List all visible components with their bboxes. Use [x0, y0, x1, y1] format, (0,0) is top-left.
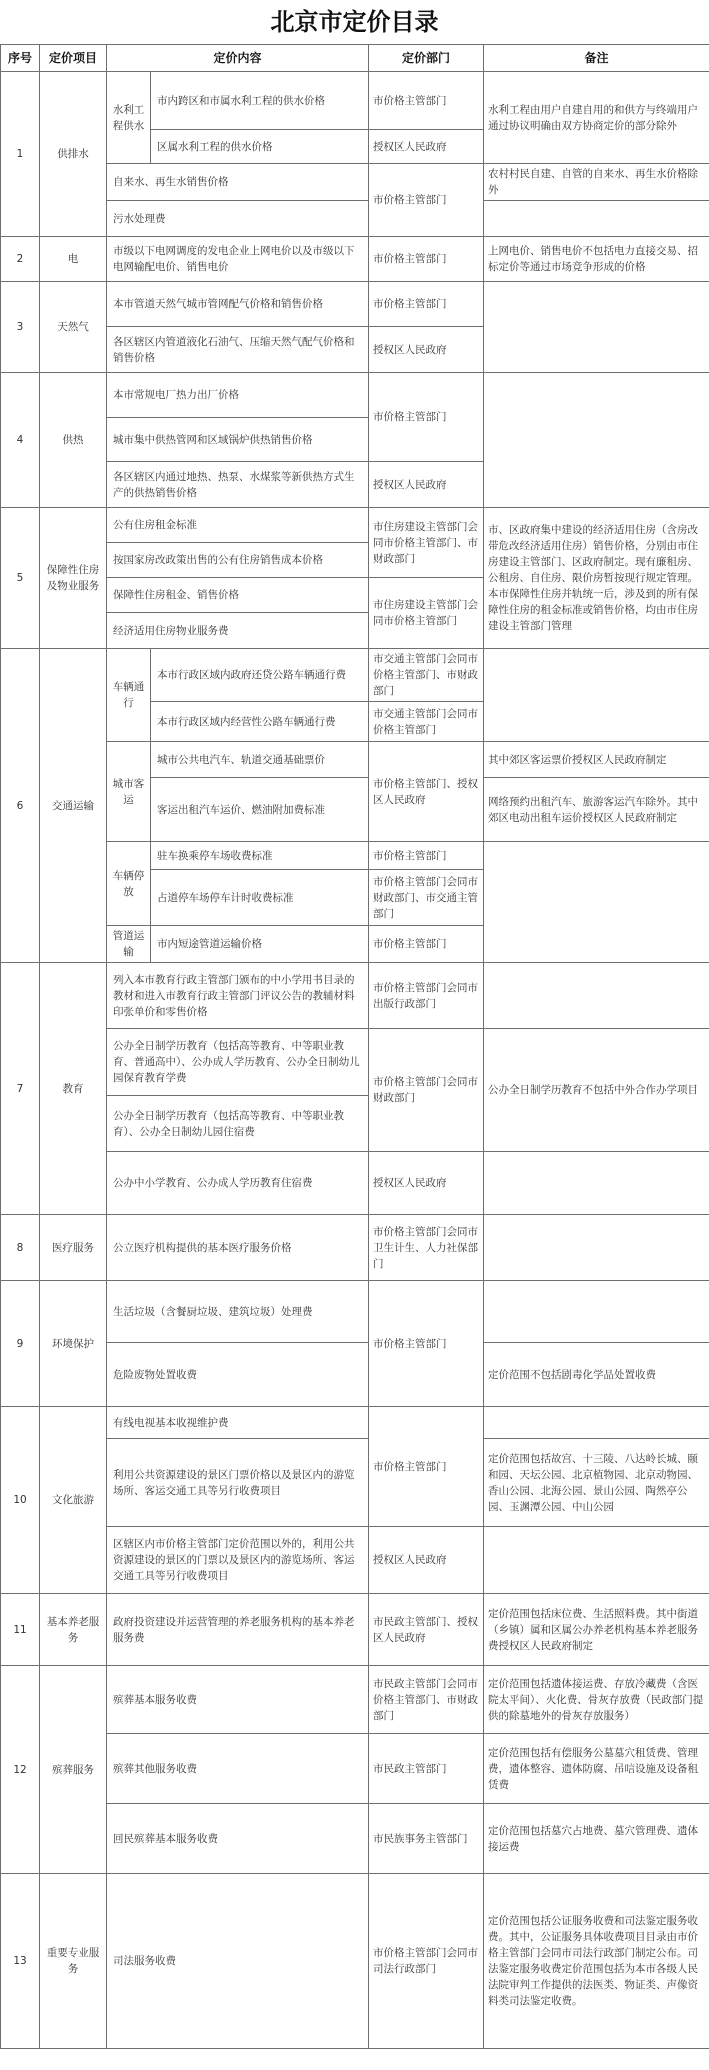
pricing-dept: 市价格主管部门: [369, 237, 484, 282]
remark: 上网电价、销售电价不包括电力直接交易、招标定价等通过市场竞争形成的价格: [484, 237, 709, 282]
pricing-content: 区属水利工程的供水价格: [151, 130, 369, 164]
pricing-content: 公立医疗机构提供的基本医疗服务价格: [107, 1215, 369, 1281]
pricing-content: 有线电视基本收视维护费: [107, 1407, 369, 1439]
pricing-content: 各区辖区内通过地热、热泵、水煤浆等新供热方式生产的供热销售价格: [107, 462, 369, 508]
table-row: [1, 1594, 709, 1666]
table-row: [1, 282, 709, 327]
header-note: 备注: [484, 45, 709, 72]
pricing-content: 危险废物处置收费: [107, 1343, 369, 1407]
pricing-dept: 市价格主管部门: [369, 1281, 484, 1407]
pricing-dept: 市价格主管部门: [369, 72, 484, 130]
pricing-dept: 市价格主管部门会同市卫生计生、人力社保部门: [369, 1215, 484, 1281]
table-row: [1, 1666, 709, 1734]
price-catalog-table: [0, 44, 709, 2049]
pricing-content: 市内短途管道运输价格: [151, 926, 369, 963]
row-number: 2: [1, 237, 40, 282]
pricing-item: 基本养老服务: [40, 1594, 107, 1666]
pricing-content: 区辖区内市价格主管部门定价范围以外的，利用公共资源建设的景区的门票以及景区内的游览场所、客运交通工具等另行收费项目: [107, 1527, 369, 1594]
pricing-content: 生活垃圾（含餐厨垃圾、建筑垃圾）处理费: [107, 1281, 369, 1343]
table-row: [1, 237, 709, 282]
pricing-dept: 授权区人民政府: [369, 1527, 484, 1594]
row-number: 4: [1, 373, 40, 508]
pricing-dept: 市民族事务主管部门: [369, 1804, 484, 1874]
row-number: 13: [1, 1874, 40, 2049]
pricing-content: 公办中小学教育、公办成人学历教育住宿费: [107, 1152, 369, 1215]
table-row: [1, 1407, 709, 1439]
pricing-dept: 市价格主管部门会同市出版行政部门: [369, 963, 484, 1029]
table-row: [1, 1804, 709, 1874]
pricing-dept: 市价格主管部门会同市财政部门: [369, 1029, 484, 1152]
pricing-dept: 市价格主管部门: [369, 164, 484, 237]
sub-category: 管道运输: [107, 926, 151, 963]
pricing-dept: 市价格主管部门、授权区人民政府: [369, 742, 484, 842]
table-row: [1, 963, 709, 1029]
table-row: [1, 164, 709, 201]
table-row: [1, 1527, 709, 1594]
remark: 公办全日制学历教育不包括中外合作办学项目: [484, 1029, 709, 1152]
pricing-content: 本市行政区域内政府还贷公路车辆通行费: [151, 649, 369, 702]
pricing-dept: 市住房建设主管部门会同市价格主管部门、市财政部门: [369, 508, 484, 578]
table-row: [1, 1215, 709, 1281]
header-item: 定价项目: [40, 45, 107, 72]
pricing-dept: 市交通主管部门会同市价格主管部门、市财政部门: [369, 649, 484, 702]
pricing-content: 各区辖区内管道液化石油气、压缩天然气配气价格和销售价格: [107, 327, 369, 373]
pricing-content: 市内跨区和市属水利工程的供水价格: [151, 72, 369, 130]
pricing-content: 利用公共资源建设的景区门票价格以及景区内的游览场所、客运交通工具等另行收费项目: [107, 1439, 369, 1527]
sub-category: 车辆停放: [107, 842, 151, 926]
row-number: 6: [1, 649, 40, 963]
pricing-item: 医疗服务: [40, 1215, 107, 1281]
remark: 农村村民自建、自管的自来水、再生水价格除外: [484, 164, 709, 201]
pricing-dept: 市民政主管部门会同市价格主管部门、市财政部门: [369, 1666, 484, 1734]
pricing-item: 天然气: [40, 282, 107, 373]
pricing-dept: 授权区人民政府: [369, 1152, 484, 1215]
pricing-content: 司法服务收费: [107, 1874, 369, 2049]
header-dept: 定价部门: [369, 45, 484, 72]
pricing-content: 保障性住房租金、销售价格: [107, 578, 369, 613]
table-row: [1, 1029, 709, 1096]
header-no: 序号: [1, 45, 40, 72]
row-number: 7: [1, 963, 40, 1215]
pricing-content: 污水处理费: [107, 201, 369, 237]
remark: 其中郊区客运票价授权区人民政府制定: [484, 742, 709, 778]
pricing-item: 殡葬服务: [40, 1666, 107, 1874]
remark: 定价范围包括有偿服务公墓墓穴租赁费、管理费，遗体整容、遗体防腐、吊唁设施及设备租赁费: [484, 1734, 709, 1804]
pricing-content: 市级以下电网调度的发电企业上网电价以及市级以下电网输配电价、销售电价: [107, 237, 369, 282]
pricing-content: 本市行政区域内经营性公路车辆通行费: [151, 702, 369, 742]
header-row: [1, 45, 709, 72]
pricing-content: 城市公共电汽车、轨道交通基础票价: [151, 742, 369, 778]
row-number: 11: [1, 1594, 40, 1666]
pricing-dept: 市价格主管部门: [369, 282, 484, 327]
table-row: [1, 1439, 709, 1527]
pricing-content: 回民殡葬基本服务收费: [107, 1804, 369, 1874]
table-row: [1, 1343, 709, 1407]
pricing-dept: 市价格主管部门: [369, 926, 484, 963]
pricing-content: 占道停车场停车计时收费标准: [151, 870, 369, 926]
table-row: [1, 1281, 709, 1343]
remark: 定价范围包括床位费、生活照料费。其中街道（乡镇）属和区属公办养老机构基本养老服务费授权区人民政府制定: [484, 1594, 709, 1666]
row-number: 12: [1, 1666, 40, 1874]
pricing-content: 城市集中供热管网和区域锅炉供热销售价格: [107, 418, 369, 462]
pricing-content: 驻车换乘停车场收费标准: [151, 842, 369, 870]
pricing-content: 按国家房改政策出售的公有住房销售成本价格: [107, 543, 369, 578]
table-row: [1, 72, 709, 130]
row-number: 5: [1, 508, 40, 649]
row-number: 9: [1, 1281, 40, 1407]
table-row: [1, 373, 709, 418]
row-number: 10: [1, 1407, 40, 1594]
pricing-content: 政府投资建设并运营管理的养老服务机构的基本养老服务费: [107, 1594, 369, 1666]
table-row: [1, 649, 709, 702]
pricing-content: 自来水、再生水销售价格: [107, 164, 369, 201]
remark: 定价范围包括故宫、十三陵、八达岭长城、颐和园、天坛公园、北京植物园、北京动物园、香山公园、北海公园、景山公园、陶然亭公园、玉渊潭公园、中山公园: [484, 1439, 709, 1527]
pricing-content: 本市管道天然气城市管网配气价格和销售价格: [107, 282, 369, 327]
remark: 定价范围包括公证服务收费和司法鉴定服务收费。其中，公证服务具体收费项目目录由市价格主管部门会同市司法行政部门制定公布。司法鉴定服务收费定价范围包括为本市各级人民法院审判工作提供的法医类、物证类、声像资料类司法鉴定收费。: [484, 1874, 709, 2049]
pricing-content: 公办全日制学历教育（包括高等教育、中等职业教育、普通高中）、公办成人学历教育、公办全日制幼儿园保育教育学费: [107, 1029, 369, 1096]
remark: 网络预约出租汽车、旅游客运汽车除外。其中郊区电动出租车运价授权区人民政府制定: [484, 778, 709, 842]
pricing-dept: 授权区人民政府: [369, 327, 484, 373]
table-row: [1, 742, 709, 778]
pricing-dept: 市价格主管部门: [369, 842, 484, 870]
pricing-dept: 授权区人民政府: [369, 130, 484, 164]
pricing-dept: 市价格主管部门: [369, 373, 484, 462]
pricing-item: 电: [40, 237, 107, 282]
pricing-item: 重要专业服务: [40, 1874, 107, 2049]
pricing-dept: 市价格主管部门会同市司法行政部门: [369, 1874, 484, 2049]
pricing-dept: 授权区人民政府: [369, 462, 484, 508]
pricing-item: 保障性住房及物业服务: [40, 508, 107, 649]
table-row: [1, 1152, 709, 1215]
sub-category: 城市客运: [107, 742, 151, 842]
pricing-content: 列入本市教育行政主管部门颁布的中小学用书目录的教材和进入市教育行政主管部门评议公告的教辅材料印张单价和零售价格: [107, 963, 369, 1029]
remark: 定价范围包括遗体接运费、存放冷藏费（含医院太平间）、火化费、骨灰存放费（民政部门提供的除墓地外的骨灰存放服务）: [484, 1666, 709, 1734]
page-title: 北京市定价目录: [270, 7, 439, 36]
pricing-dept: 市价格主管部门会同市财政部门、市交通主管部门: [369, 870, 484, 926]
pricing-dept: 市民政主管部门、授权区人民政府: [369, 1594, 484, 1666]
remark: 水利工程由用户自建自用的和供方与终端用户通过协议明确由双方协商定价的部分除外: [484, 72, 709, 164]
header-content: 定价内容: [107, 45, 369, 72]
table-row: [1, 842, 709, 870]
row-number: 8: [1, 1215, 40, 1281]
pricing-item: 供排水: [40, 72, 107, 237]
pricing-dept: 市民政主管部门: [369, 1734, 484, 1804]
sub-category: 车辆通行: [107, 649, 151, 742]
remark: 定价范围包括墓穴占地费、墓穴管理费、遗体接运费: [484, 1804, 709, 1874]
remark: 市、区政府集中建设的经济适用住房（含房改带危改经济适用住房）销售价格，分别由市住房建设主管部门、区政府制定。现有廉租房、公租房、自住房、限价房暂按现行规定管理。本市保障性住房并轨统一后，涉及到的所有保障性住房的租金标准或销售价格，均由市住房建设主管部门管理: [484, 508, 709, 649]
pricing-item: 文化旅游: [40, 1407, 107, 1594]
pricing-content: 本市常规电厂热力出厂价格: [107, 373, 369, 418]
pricing-content: 客运出租汽车运价、燃油附加费标准: [151, 778, 369, 842]
row-number: 1: [1, 72, 40, 237]
sub-category: 水利工程供水: [107, 72, 151, 164]
pricing-dept: 市价格主管部门: [369, 1407, 484, 1527]
table-row: [1, 201, 709, 237]
pricing-item: 环境保护: [40, 1281, 107, 1407]
pricing-item: 交通运输: [40, 649, 107, 963]
remark: 定价范围不包括剧毒化学品处置收费: [484, 1343, 709, 1407]
pricing-dept: 市住房建设主管部门会同市价格主管部门: [369, 578, 484, 649]
pricing-item: 教育: [40, 963, 107, 1215]
pricing-content: 殡葬基本服务收费: [107, 1666, 369, 1734]
pricing-dept: 市交通主管部门会同市价格主管部门: [369, 702, 484, 742]
pricing-content: 公办全日制学历教育（包括高等教育、中等职业教育）、公办全日制幼儿园住宿费: [107, 1096, 369, 1152]
table-row: [1, 508, 709, 543]
pricing-item: 供热: [40, 373, 107, 508]
row-number: 3: [1, 282, 40, 373]
table-row: [1, 1874, 709, 2049]
table-row: [1, 1734, 709, 1804]
pricing-content: 经济适用住房物业服务费: [107, 613, 369, 649]
pricing-content: 殡葬其他服务收费: [107, 1734, 369, 1804]
pricing-content: 公有住房租金标准: [107, 508, 369, 543]
